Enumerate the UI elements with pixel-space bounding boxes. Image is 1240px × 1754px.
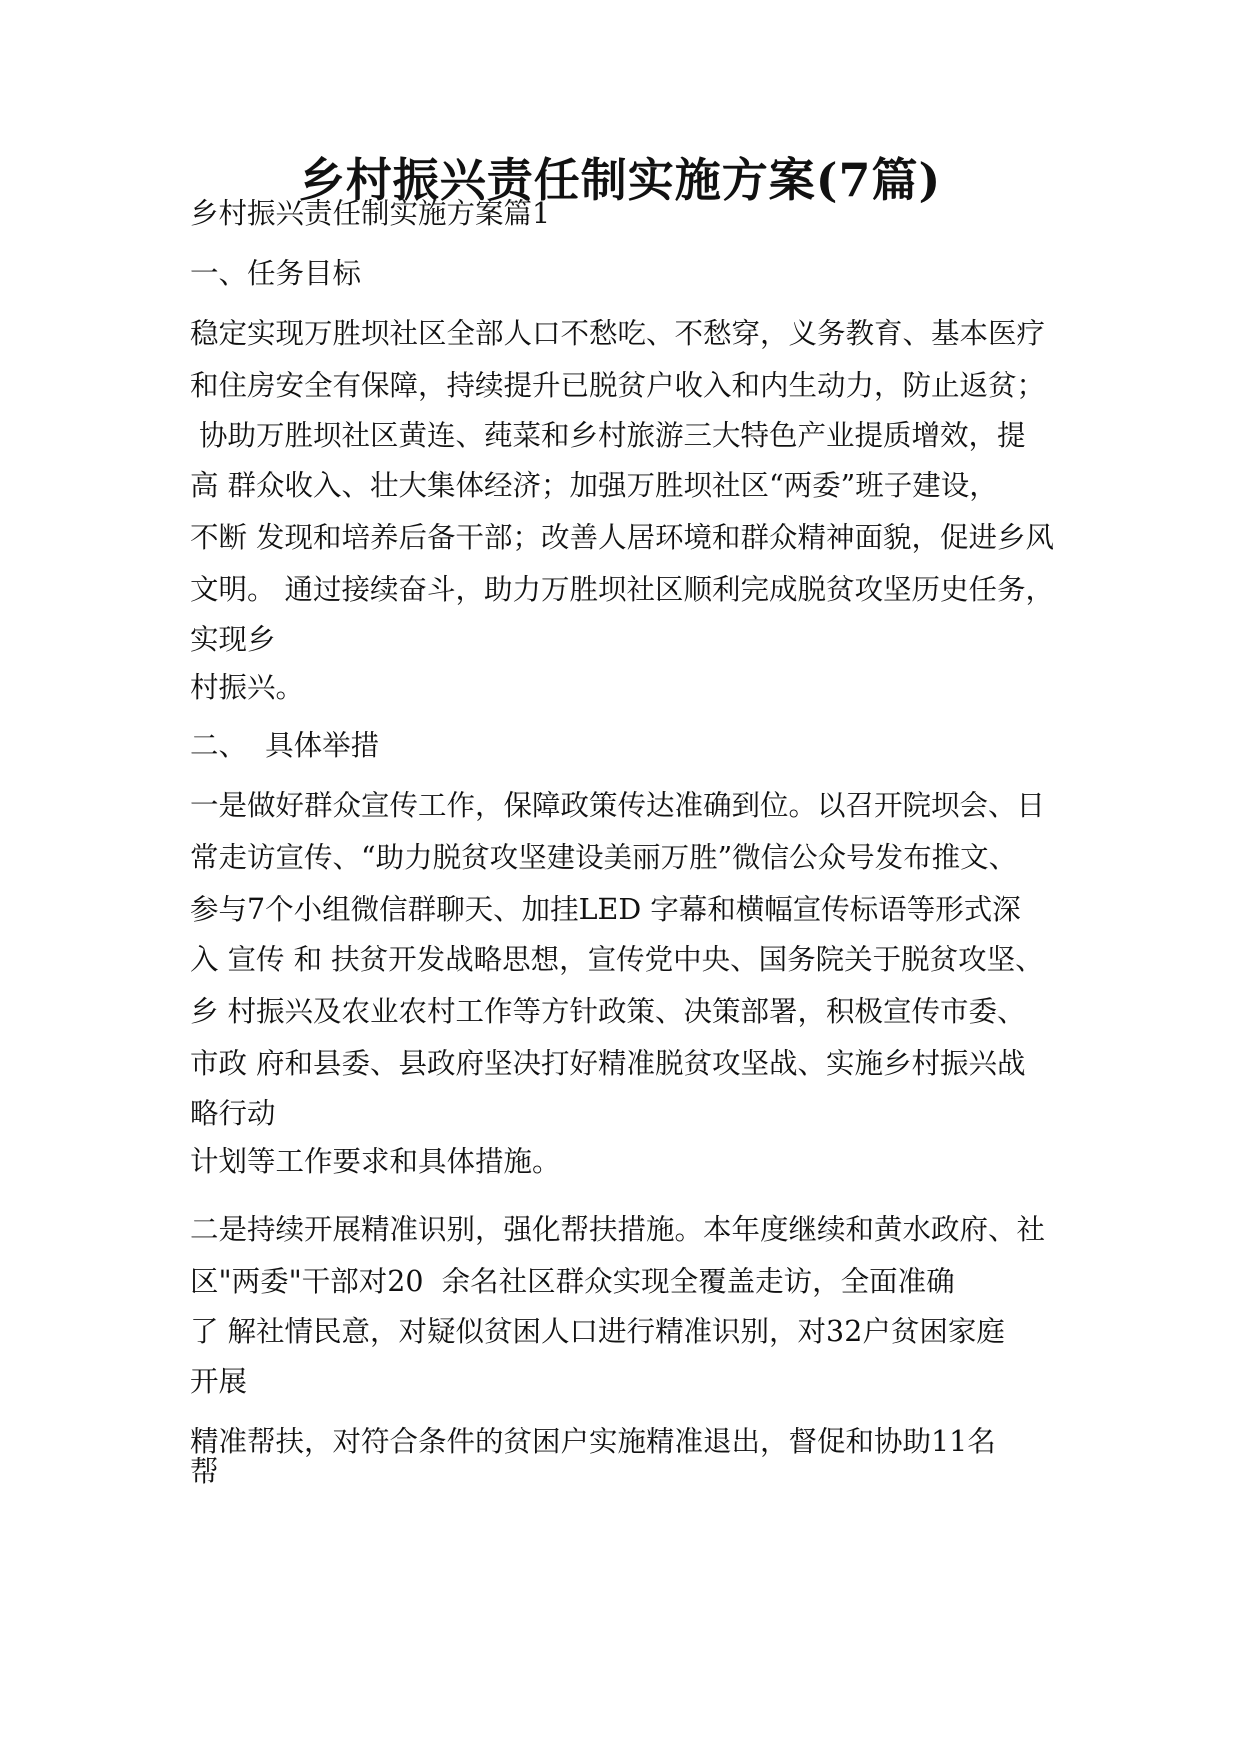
body-line: 区"两委"干部对20 余名社区群众实现全覆盖走访，全面准确 — [190, 1265, 955, 1298]
body-line: 和住房安全有保障，持续提升已脱贫户收入和内生动力，防止返贫； — [190, 369, 1046, 402]
body-line: 村振兴。 — [190, 671, 305, 704]
body-line: 开展 — [190, 1365, 248, 1398]
body-line: 不断 发现和培养后备干部；改善人居环境和群众精神面貌，促进乡风 — [190, 521, 1055, 554]
body-line: 精准帮扶，对符合条件的贫困户实施精准退出，督促和协助11名 — [190, 1425, 996, 1458]
body-line: 文明。 通过接续奋斗，助力万胜坝社区顺利完成脱贫攻坚历史任务， — [190, 573, 1055, 606]
body-line: 二是持续开展精准识别，强化帮扶措施。本年度继续和黄水政府、社 — [190, 1213, 1046, 1246]
heading-task-goals: 一、任务目标 — [190, 257, 362, 290]
heading-specific-measures: 二、 具体举措 — [190, 729, 380, 762]
document-title: 乡村振兴责任制实施方案(7篇) — [298, 153, 942, 207]
body-line: 帮 — [190, 1455, 219, 1488]
body-line: 计划等工作要求和具体措施。 — [190, 1145, 561, 1178]
body-line: 市政 府和县委、县政府坚决打好精准脱贫攻坚战、实施乡村振兴战 — [190, 1047, 1026, 1080]
section-heading: 乡村振兴责任制实施方案篇1 — [190, 197, 551, 230]
body-line: 一是做好群众宣传工作，保障政策传达准确到位。以召开院坝会、日 — [190, 789, 1046, 822]
body-line: 乡 村振兴及农业农村工作等方针政策、决策部署，积极宣传市委、 — [190, 995, 1026, 1028]
body-line: 略行动 — [190, 1097, 276, 1130]
body-line: 实现乡 — [190, 623, 276, 656]
body-line: 高 群众收入、壮大集体经济；加强万胜坝社区“两委”班子建设， — [190, 469, 998, 502]
body-line: 参与7个小组微信群聊天、加挂LED 字幕和横幅宣传标语等形式深 — [190, 893, 1021, 926]
body-line: 了 解社情民意，对疑似贫困人口进行精准识别，对32户贫困家庭 — [190, 1315, 1005, 1348]
body-line: 入 宣传 和 扶贫开发战略思想，宣传党中央、国务院关于脱贫攻坚、 — [190, 943, 1044, 976]
body-line: 协助万胜坝社区黄连、莼菜和乡村旅游三大特色产业提质增效，提 — [190, 419, 1026, 452]
body-line: 稳定实现万胜坝社区全部人口不愁吃、不愁穿，义务教育、基本医疗 — [190, 317, 1046, 350]
body-line: 常走访宣传、“助力脱贫攻坚建设美丽万胜”微信公众号发布推文、 — [190, 841, 1018, 874]
